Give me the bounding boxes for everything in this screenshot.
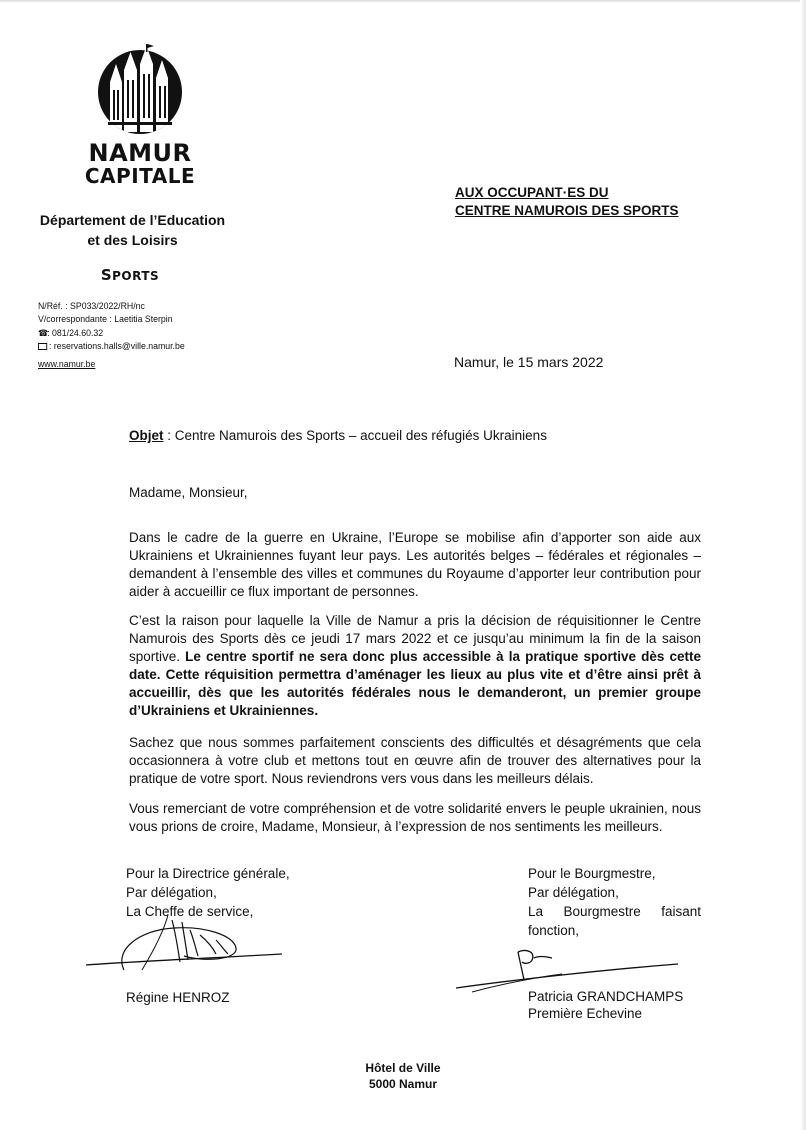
signatory-right xyxy=(528,864,701,940)
letter-date: Namur, le 15 mars 2022 xyxy=(454,354,604,370)
signature-left-handwritten xyxy=(84,910,284,980)
body-paragraph-1: Dans le cadre de la guerre en Ukraine, l’Europe se mobilise afin d’apporter son aide aux Ukrainiens et Ukrainiennes fuyant leur pays. Les autorités belges – fédérales et régionales – demandent à l’ensemble des villes et communes du Royaume d’apporter leur contribution pour aider à accueillir ce flux important de personnes. xyxy=(129,530,701,599)
signatory-right-line1: Pour le Bourgmestre, xyxy=(528,866,656,881)
logo-text-namur: NAMUR xyxy=(88,139,192,167)
subject-label: Objet xyxy=(129,428,164,443)
signatory-left-line3: La Cheffe de service, xyxy=(126,904,254,919)
signatory-right-line2: Par délégation, xyxy=(528,885,619,900)
footer-line2: 5000 Namur xyxy=(368,1077,438,1091)
subject-line xyxy=(129,428,547,443)
subject-text: : Centre Namurois des Sports – accueil des réfugiés Ukrainiens xyxy=(163,428,547,443)
recipient-line2: CENTRE NAMUROIS DES SPORTS xyxy=(455,203,679,218)
footer-line1: Hôtel de Ville xyxy=(365,1061,441,1075)
salutation: Madame, Monsieur, xyxy=(129,485,248,500)
recipient-line1: AUX OCCUPANT·ES DU xyxy=(455,185,609,200)
correspondent: V/correspondante : Laetitia Sterpin xyxy=(38,314,173,325)
recipient-block xyxy=(455,184,679,220)
phone-icon: ☎ xyxy=(38,328,49,338)
body-paragraph-4: Vous remerciant de votre compréhension et de votre solidarité envers le peuple ukrainien, nous vous prions de croire, Madame, Monsieur, à l’expression de nos sentiments les meilleurs. xyxy=(129,801,701,834)
signatory-right-name: Patricia GRANDCHAMPS xyxy=(528,989,684,1004)
namur-castle-logo-icon xyxy=(94,42,186,136)
signatory-right-line4: fonction, xyxy=(528,923,580,938)
phone-line: ☎: 081/24.60.32 xyxy=(38,328,104,339)
service-name: SPORTS xyxy=(100,266,160,284)
signatory-left-name: Régine HENROZ xyxy=(126,990,230,1005)
logo-text-capitale: CAPITALE xyxy=(84,164,196,188)
scan-edge-top xyxy=(0,0,806,3)
website-link[interactable]: www.namur.be xyxy=(38,359,96,370)
scan-edge-right xyxy=(800,0,806,1130)
body-paragraph-2: C’est la raison pour laquelle la Ville de Namur a pris la décision de réquisitionner le Centre Namurois des Sports dès ce jeudi 17 mars 2022 et ce jusqu’au minimum la fin de la saison sportive. Le centre sportif ne sera donc plus accessible à la pratique sportive dès cette date. Cette réquisition permettra d’aménager les lieux au plus vite et d’être ainsi prêt à accueillir, dès que les autorités fédérales nous le demanderont, un premier groupe d’Ukrainiens et Ukrainiennes. xyxy=(129,613,701,718)
email-line: : reservations.halls@ville.namur.be xyxy=(38,340,185,354)
body-paragraph-3: Sachez que nous sommes parfaitement conscients des difficultés et désagréments que cela occasionnera à votre club et mettons tout en œuvre afin de trouver des alternatives pour la pratique de votre sport. Nous reviendrons vers vous dans les meilleurs délais. xyxy=(129,735,701,786)
department-name-line2: et des Loisirs xyxy=(87,232,178,248)
signatory-right-title: Première Echevine xyxy=(528,1006,643,1021)
our-reference: N/Réf. : SP033/2022/RH/nc xyxy=(38,301,145,312)
signatory-right-line3: La Bourgmestre faisant xyxy=(528,904,701,919)
department-name-line1: Département de l’Education xyxy=(39,212,226,228)
footer-address xyxy=(300,1060,506,1092)
signatory-left-line1: Pour la Directrice générale, xyxy=(126,866,290,881)
email-icon xyxy=(38,343,47,350)
signatory-left-line2: Par délégation, xyxy=(126,885,217,900)
